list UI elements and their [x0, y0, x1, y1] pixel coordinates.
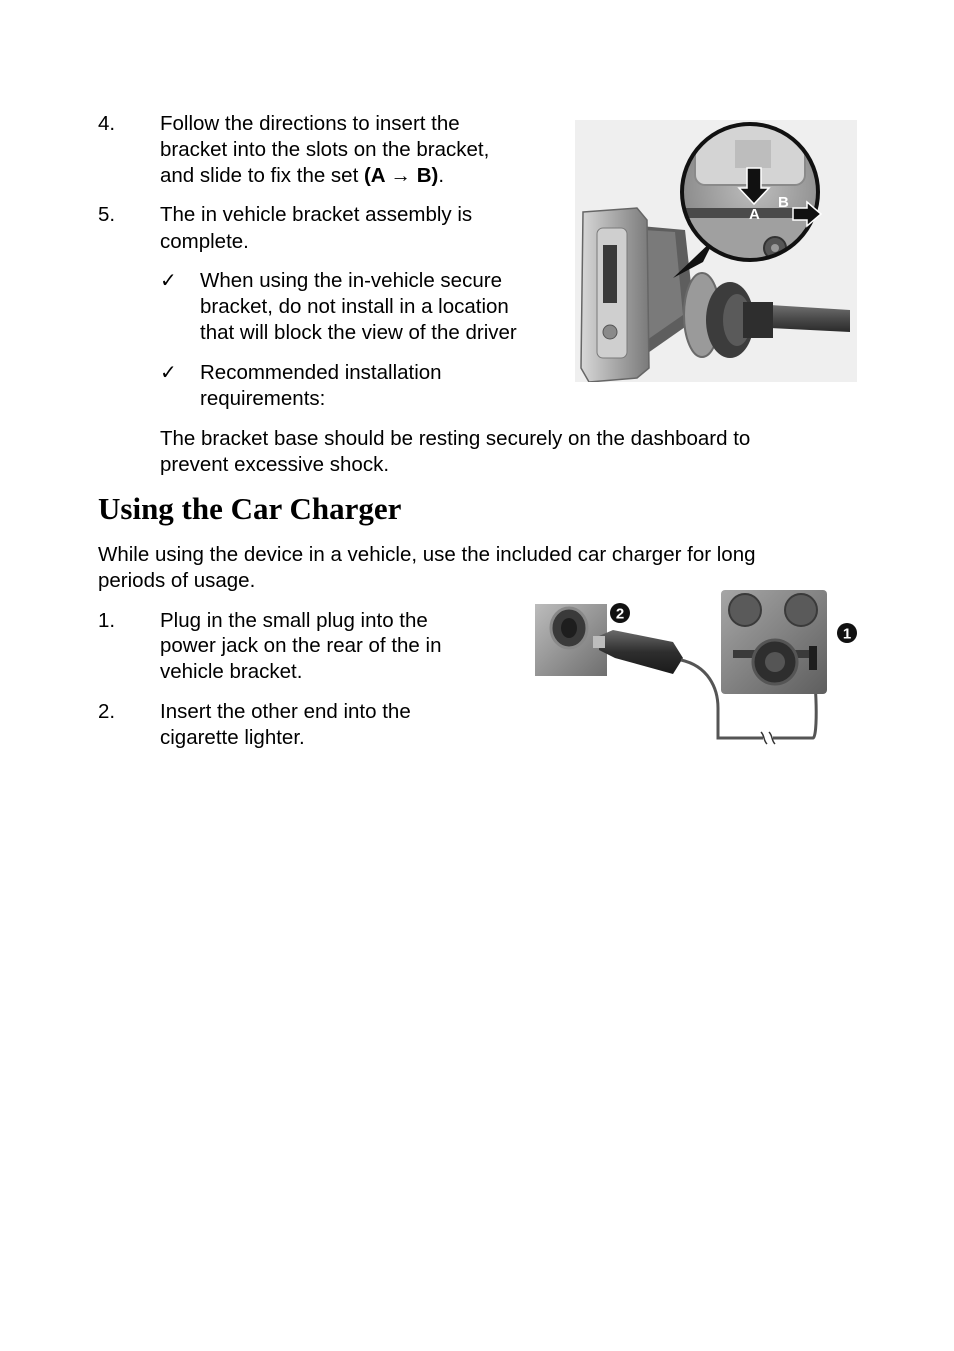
- step-5-line-2: complete.: [160, 230, 249, 253]
- note-1-line-3: that will block the view of the driver: [200, 321, 517, 344]
- charger-step-1-number: 1.: [98, 609, 116, 632]
- step-4-line-3-suffix: .: [438, 164, 445, 187]
- step-4-number: 4.: [98, 112, 116, 135]
- note-1-line-1: When using the in-vehicle secure: [200, 269, 502, 292]
- note-2-line-1: Recommended installation: [200, 361, 442, 384]
- bracket-assembly-figure: [575, 120, 857, 382]
- base-note-line-1: The bracket base should be resting securely on the dashboard to: [160, 427, 751, 450]
- callout-1-text: 1: [842, 625, 852, 643]
- label-b: B: [778, 194, 789, 211]
- charger-step-1-line-3: vehicle bracket.: [160, 660, 303, 683]
- note-2-line-2: requirements:: [200, 387, 326, 410]
- section-title: Using the Car Charger: [98, 491, 402, 526]
- checkmark-icon: ✓: [160, 270, 177, 292]
- checkmark-icon: ✓: [160, 362, 177, 384]
- power-jack-plug: [809, 646, 817, 670]
- step-5-number: 5.: [98, 203, 116, 226]
- charger-step-2-number: 2.: [98, 700, 116, 723]
- charger-step-2-line-2: cigarette lighter.: [160, 726, 305, 749]
- charger-step-1-line-1: Plug in the small plug into the: [160, 609, 428, 632]
- step-5-line-1: The in vehicle bracket assembly is: [160, 203, 473, 226]
- step-4-line-1: Follow the directions to insert the: [160, 112, 460, 135]
- base-note-line-2: prevent excessive shock.: [160, 453, 390, 476]
- callout-2-text: 2: [615, 605, 625, 623]
- car-charger-figure: [533, 588, 861, 753]
- step-4-line-3: [160, 163, 444, 189]
- step-4-line-3-prefix: and slide to fix the set: [160, 164, 364, 187]
- charger-plug: [599, 630, 683, 674]
- charger-step-1-line-2: power jack on the rear of the in: [160, 634, 442, 657]
- label-a: A: [749, 206, 760, 223]
- power-jack: [603, 325, 617, 339]
- section-intro-line-1: While using the device in a vehicle, use the included car charger for long: [98, 543, 756, 566]
- cable-break-icon: [761, 732, 775, 744]
- section-intro-line-2: periods of usage.: [98, 569, 256, 592]
- card-slot: [603, 245, 617, 303]
- charger-step-2-line-1: Insert the other end into the: [160, 700, 411, 723]
- step-4-line-2: bracket into the slots on the bracket,: [160, 138, 490, 161]
- note-1-line-2: bracket, do not install in a location: [200, 295, 509, 318]
- step-4-bold-sequence: (A → B): [363, 164, 439, 187]
